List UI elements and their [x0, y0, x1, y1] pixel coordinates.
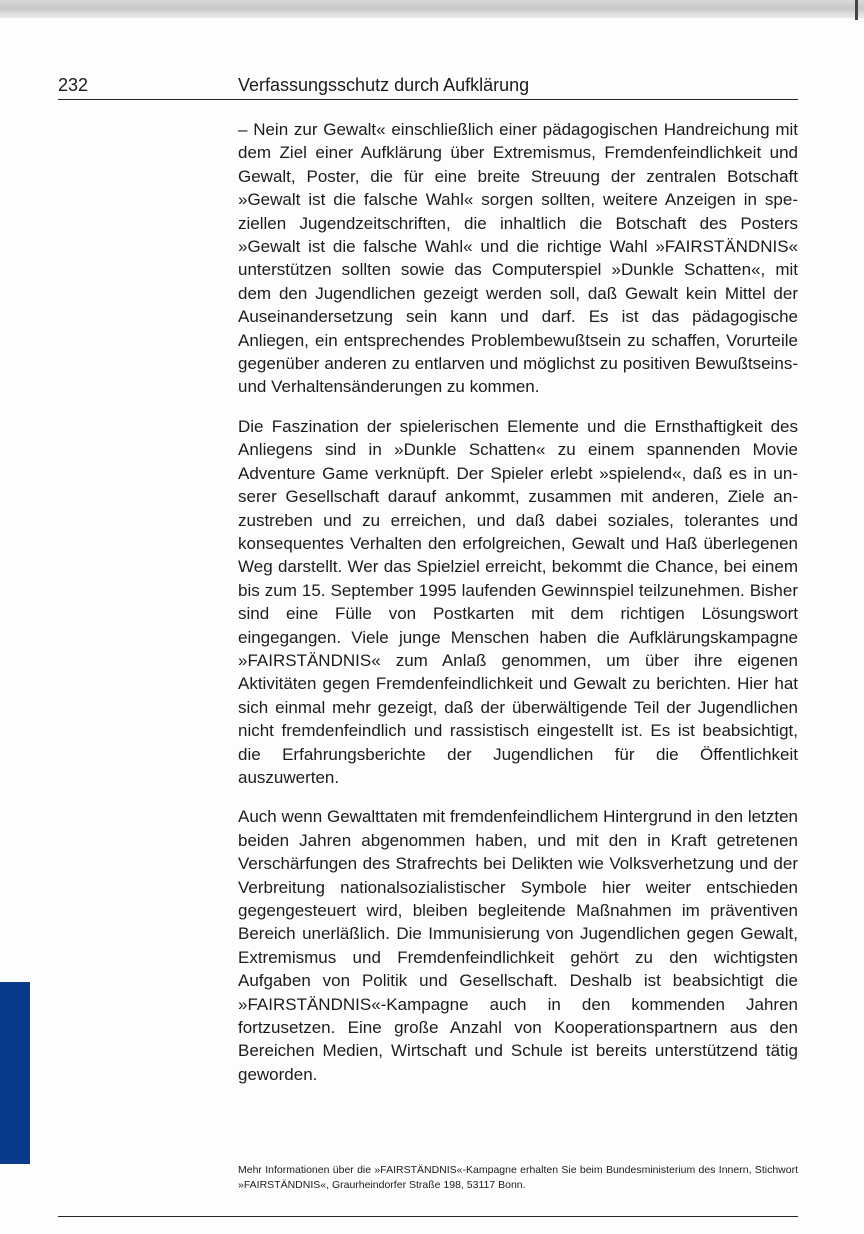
- body-text: [238, 118, 798, 1102]
- paragraph-3: Auch wenn Gewalttaten mit fremdenfeindlichem Hintergrund in den letzten beiden Jahren abgenommen haben, und mit den in Kraft getretenen Verschärfungen des Strafrechts bei Delikten wie Volksverhetzung und der Verbreitung nationalsozialistischer Symbole hier weiter entschieden gegengesteuert wird, bleiben begleitende Maßnahmen im präventiven Bereich unerläßlich. Die Immunisierung von Jugendlichen gegen Gewalt, Extremismus und Fremdenfeindlichkeit gehört zu den wichtigsten Aufgaben von Politik und Gesellschaft. Deshalb ist beabsichtigt die »FAIRSTÄNDNIS«-Kampagne auch in den kommenden Jahren fortzusetzen. Eine große Anzahl von Kooperationspartnern aus den Bereichen Medien, Wirtschaft und Schule ist bereits unterstützend tätig geworden.: [238, 807, 798, 1084]
- page-header: [58, 74, 798, 100]
- side-color-bar: [0, 982, 30, 1164]
- footer-rule: [58, 1216, 798, 1217]
- footnote: Mehr Informationen über die »FAIRSTÄNDNIS«-Kampagne erhalten Sie beim Bundesministerium des Innern, Stichwort »FAIRSTÄNDNIS«, Graurheindorfer Straße 198, 53117 Bonn.: [238, 1164, 798, 1191]
- scan-edge-top: [0, 0, 864, 18]
- paragraph-1: – Nein zur Gewalt« einschließlich einer pädagogischen Handreichung mit dem Ziel einer Aufklärung über Extremismus, Fremdenfeindlichkeit und Gewalt, Poster, die für eine breite Streuung der zentralen Botschaft »Gewalt ist die falsche Wahl« sorgen sollten, weitere Anzeigen in speziellen Jugendzeitschriften, die inhaltlich die Botschaft des Posters »Gewalt ist die falsche Wahl« und die richtige Wahl »FAIRSTÄNDNIS« unterstützen sollten sowie das Computerspiel »Dunkle Schatten«, mit dem den Jugendlichen gezeigt werden soll, daß Gewalt kein Mittel der Auseinandersetzung sein kann und darf. Es ist das pädagogische Anliegen, ein entsprechendes Problembewußtsein zu schaffen, Vorurteile gegenüber anderen zu entlarven und möglichst zu positiven Bewußtseins- und Verhaltensänderungen zu kommen.: [238, 120, 798, 397]
- paragraph-2: Die Faszination der spielerischen Elemente und die Ernsthaftigkeit des Anliegens sind in »Dunkle Schatten« zu einem spannenden Movie Adventure Game verknüpft. Der Spieler erlebt »spielend«, daß es in unserer Gesellschaft darauf ankommt, zusammen mit anderen, Ziele anzustreben und zu erreichen, und daß dabei soziales, tolerantes und konsequentes Verhalten den erfolgreichen, Gewalt und Haß überlegenen Weg darstellt. Wer das Spielziel erreicht, bekommt die Chance, bei einem bis zum 15. September 1995 laufenden Gewinnspiel teilzunehmen. Bisher sind eine Fülle von Postkarten mit dem richtigen Lösungswort eingegangen. Viele junge Menschen haben die Aufklärungskampagne »FAIRSTÄNDNIS« zum Anlaß genommen, um über ihre eigenen Aktivitäten gegen Fremdenfeindlichkeit und Gewalt zu berichten. Hier hat sich einmal mehr gezeigt, daß der überwältigende Teil der Jugendlichen nicht fremdenfeindlich und rassistisch eingestellt ist. Es ist beabsichtigt, die Erfahrungsberichte der Jugendlichen für die Öffentlichkeit auszuwerten.: [238, 416, 798, 787]
- header-rule: [58, 99, 798, 100]
- running-head: Verfassungsschutz durch Aufklärung: [238, 75, 530, 95]
- scan-edge-mark: [855, 0, 858, 20]
- page-number: 232: [58, 75, 89, 95]
